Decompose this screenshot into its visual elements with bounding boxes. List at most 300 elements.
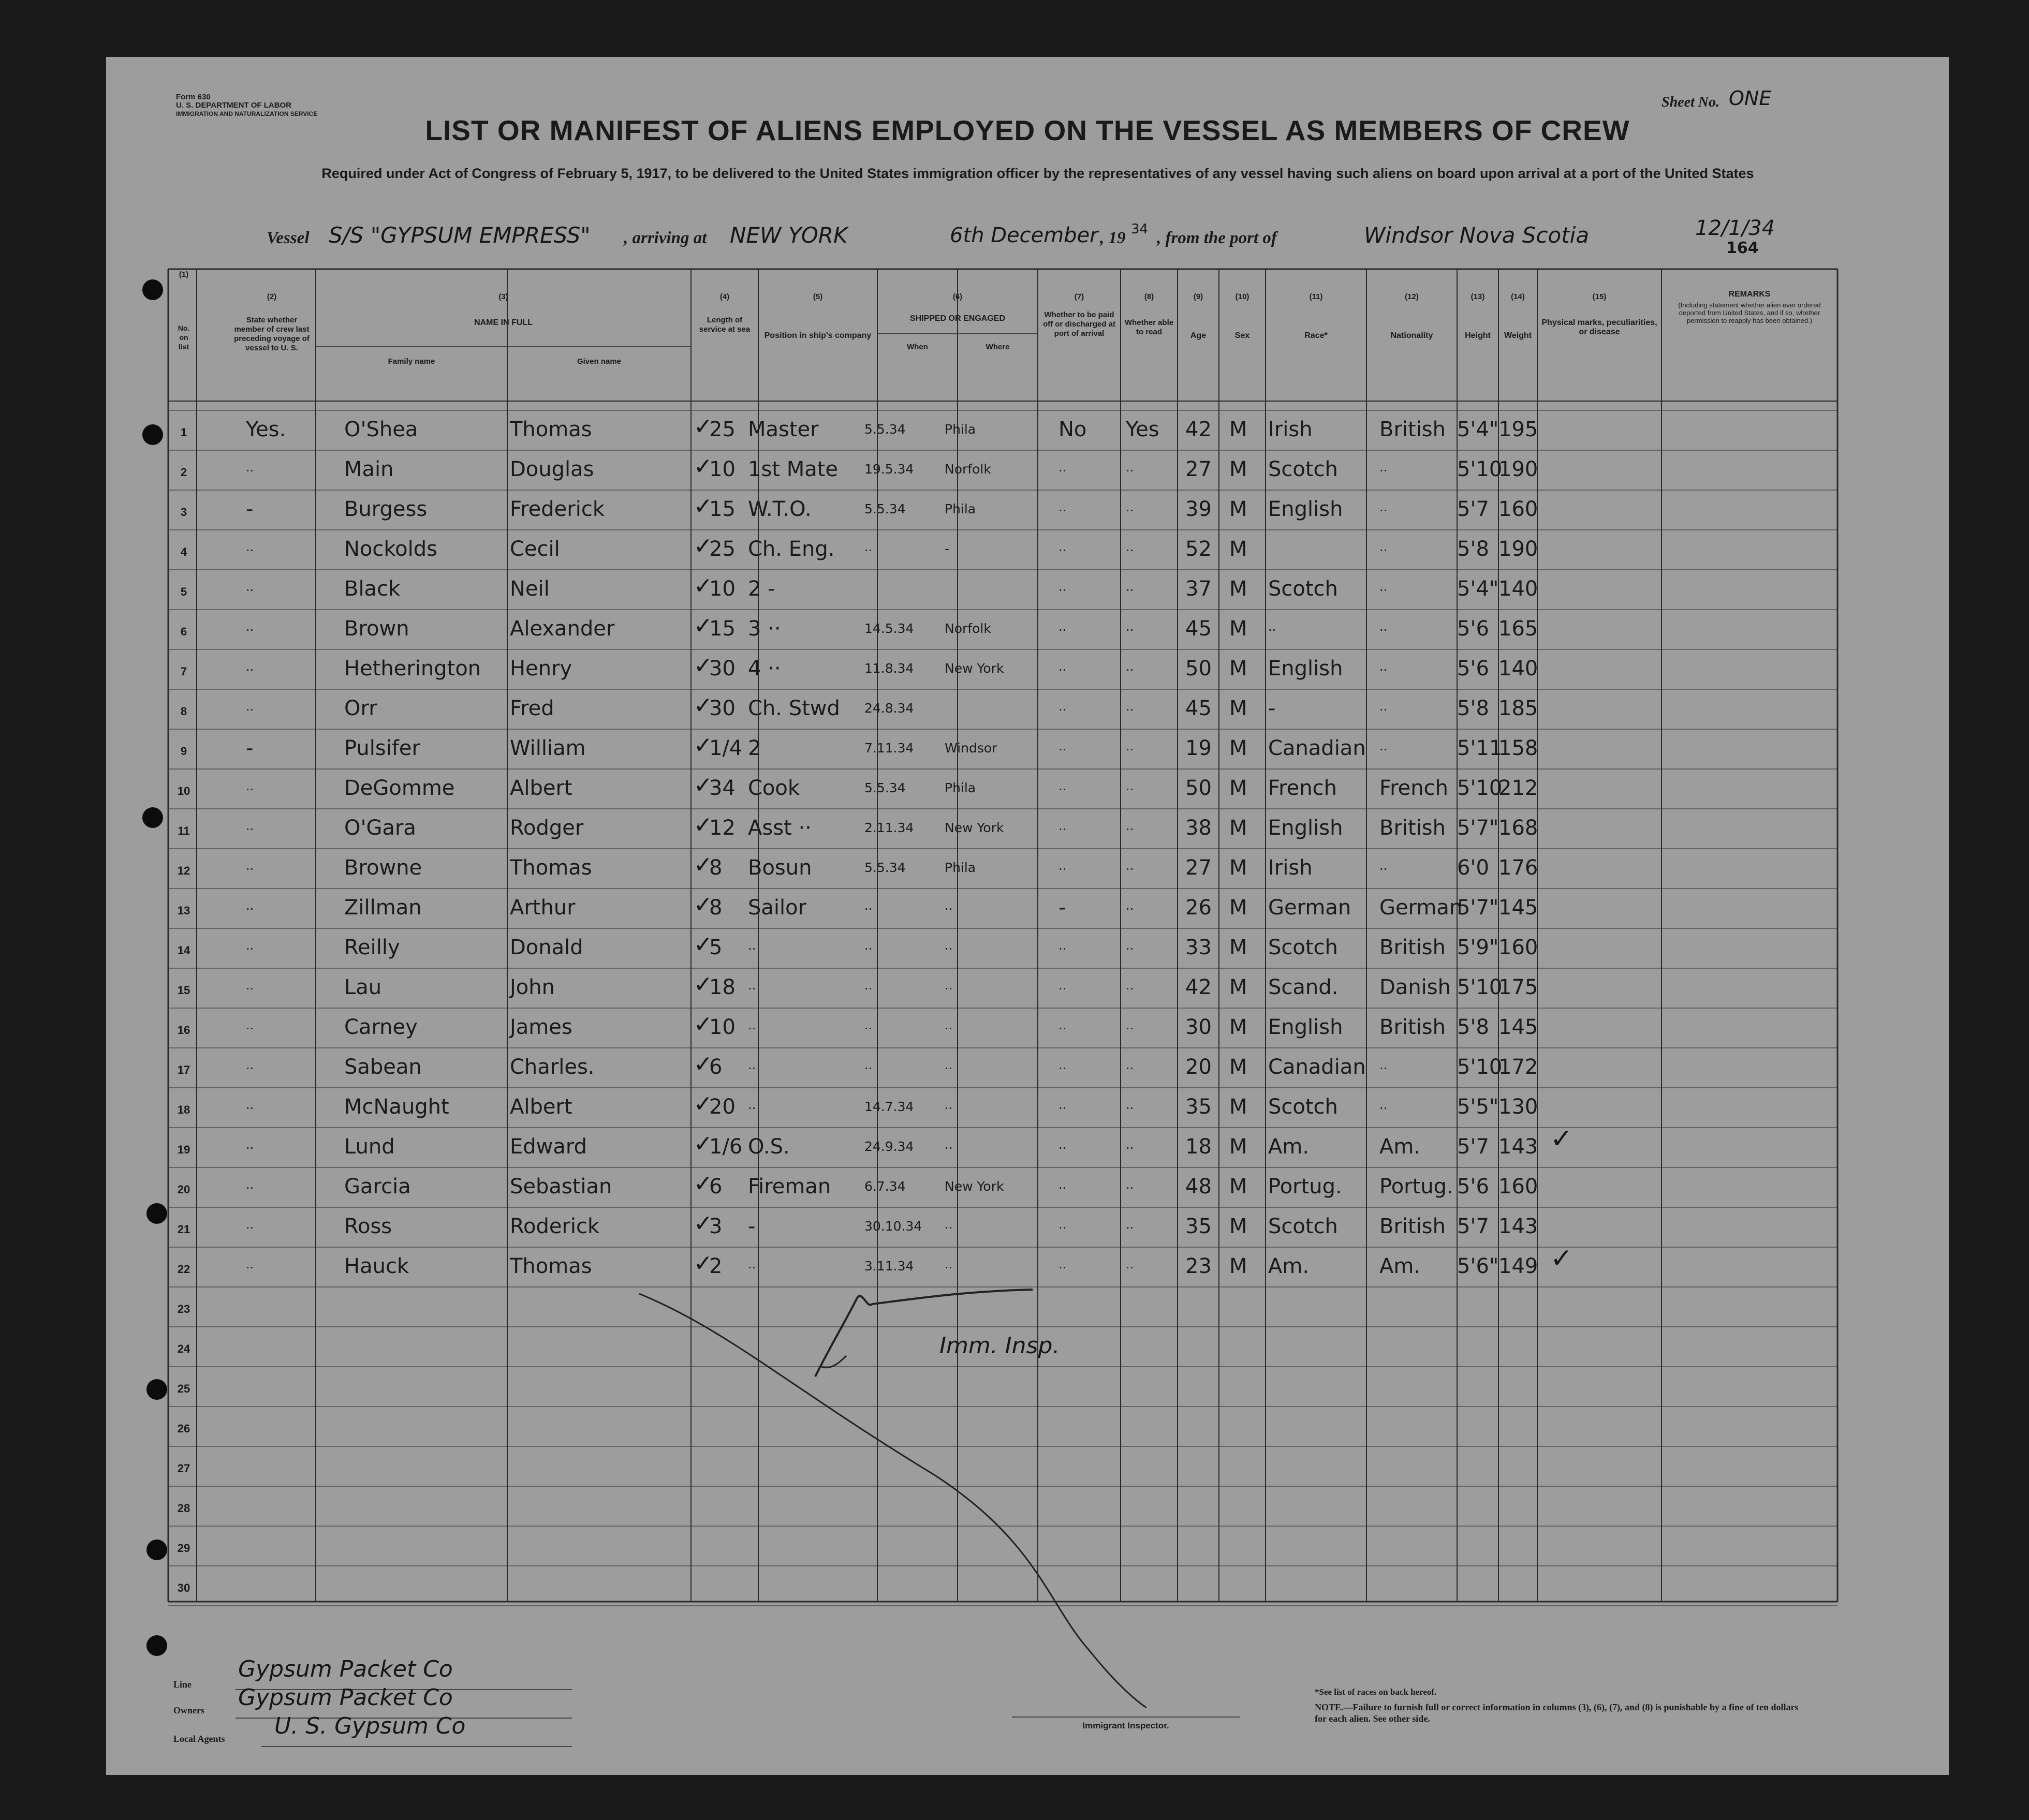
given-name-cell: Neil	[510, 577, 550, 601]
table-row	[106, 533, 1949, 576]
previous-voyage-cell: -	[246, 736, 254, 760]
able-to-read-cell: ··	[1126, 464, 1134, 478]
service-checkmark: ✓	[694, 1091, 713, 1117]
table-row	[106, 493, 1949, 536]
where-cell: -	[945, 541, 950, 556]
able-to-read-cell: ··	[1126, 1061, 1134, 1076]
age-cell: 26	[1185, 896, 1212, 920]
paid-off-cell: ··	[1058, 862, 1067, 877]
family-name-cell: Zillman	[344, 896, 422, 920]
height-cell: 5'10	[1457, 975, 1503, 999]
previous-voyage-cell: -	[246, 497, 254, 521]
height-header: Height	[1465, 331, 1491, 340]
service-checkmark: ✓	[694, 1210, 713, 1237]
position-cell: ··	[748, 982, 756, 996]
previous-voyage-cell: ··	[246, 1022, 254, 1036]
family-name-cell: Main	[344, 457, 394, 481]
position-cell: ··	[748, 942, 756, 956]
col4-number: (4)	[719, 292, 730, 301]
table-row	[106, 1011, 1949, 1054]
when-cell: ··	[864, 1061, 873, 1076]
weight-cell: 143	[1498, 1215, 1538, 1238]
sex-header: Sex	[1234, 331, 1250, 340]
service-checkmark: ✓	[694, 772, 713, 798]
row-number: 19	[177, 1143, 190, 1156]
remarks-header: REMARKS	[1728, 290, 1771, 299]
sex-cell: M	[1229, 896, 1247, 920]
col14-number: (14)	[1511, 292, 1525, 301]
service-checkmark: ✓	[694, 493, 713, 520]
age-cell: 45	[1185, 617, 1212, 641]
position-cell: ··	[748, 1101, 756, 1116]
family-name-cell: Ross	[344, 1215, 392, 1238]
row-number: 12	[177, 864, 190, 877]
col7-number: (7)	[1074, 292, 1084, 301]
row-number: 10	[177, 785, 190, 797]
weight-cell: 149	[1498, 1254, 1538, 1278]
race-cell: Scand.	[1268, 975, 1339, 999]
where-cell: ··	[945, 942, 953, 956]
nationality-cell: ··	[1379, 504, 1388, 518]
given-name-cell: Edward	[510, 1135, 587, 1159]
service-length-cell: 10	[709, 457, 736, 481]
weight-cell: 160	[1498, 497, 1538, 521]
service-length-cell: 15	[709, 497, 736, 521]
service-length-cell: 18	[709, 975, 736, 999]
sex-cell: M	[1229, 1254, 1247, 1278]
table-row	[106, 1131, 1949, 1174]
sex-cell: M	[1229, 816, 1247, 840]
position-cell: Ch. Stwd	[748, 697, 840, 720]
where-cell: ··	[945, 1022, 953, 1036]
weight-cell: 140	[1498, 657, 1538, 680]
row-number: 20	[177, 1183, 190, 1196]
given-name-cell: Frederick	[510, 497, 605, 521]
paid-off-cell: ··	[1058, 543, 1067, 558]
vessel-label: Vessel	[267, 229, 310, 247]
agents-value: U. S. Gypsum Co	[274, 1713, 466, 1739]
race-cell: Am.	[1268, 1254, 1310, 1278]
age-cell: 19	[1185, 736, 1212, 760]
service-checkmark: ✓	[694, 413, 713, 440]
able-to-read-cell: ··	[1126, 743, 1134, 757]
given-name-cell: Thomas	[510, 856, 592, 880]
service-length-cell: 30	[709, 657, 736, 680]
sex-cell: M	[1229, 577, 1247, 601]
height-cell: 6'0	[1457, 856, 1489, 880]
row-number: 14	[177, 944, 190, 957]
paid-off-cell: ··	[1058, 504, 1067, 518]
sex-cell: M	[1229, 497, 1247, 521]
weight-cell: 143	[1498, 1135, 1538, 1159]
row-number: 13	[177, 904, 190, 917]
age-cell: 45	[1185, 697, 1212, 720]
given-name-cell: James	[510, 1015, 572, 1039]
where-cell: Windsor	[945, 741, 997, 756]
service-length-cell: 15	[709, 617, 736, 641]
age-cell: 33	[1185, 936, 1212, 959]
family-name-cell: DeGomme	[344, 776, 455, 800]
position-cell: O.S.	[748, 1135, 790, 1159]
inspector-signature	[624, 1242, 1348, 1718]
col11-number: (11)	[1309, 292, 1323, 301]
immigrant-inspector-label: Immigrant Inspector.	[1082, 1721, 1169, 1730]
family-name-cell: Brown	[344, 617, 409, 641]
row-number: 29	[177, 1542, 190, 1555]
service-length-cell: 3	[709, 1215, 723, 1238]
when-cell: 24.8.34	[864, 701, 914, 716]
nationality-cell: ··	[1379, 543, 1388, 558]
previous-voyage-cell: ··	[246, 822, 254, 837]
where-cell: ··	[945, 1061, 953, 1076]
nationality-cell: ··	[1379, 663, 1388, 677]
race-cell: Scotch	[1268, 1095, 1338, 1119]
physical-marks-header: Physical marks, peculiarities, or disease	[1541, 318, 1657, 336]
given-name-cell: Thomas	[510, 418, 592, 441]
where-cell: Norfolk	[945, 621, 991, 636]
line-label: Line	[173, 1679, 192, 1690]
sex-cell: M	[1229, 1055, 1247, 1079]
row-number: 3	[180, 506, 187, 519]
nationality-cell: ··	[1379, 623, 1388, 638]
height-cell: 5'4"	[1457, 418, 1499, 441]
family-name-cell: McNaught	[344, 1095, 449, 1119]
service-length-cell: 25	[709, 537, 736, 561]
row-number: 17	[177, 1063, 190, 1076]
age-cell: 35	[1185, 1215, 1212, 1238]
weight-cell: 158	[1498, 736, 1538, 760]
where-cell: Phila	[945, 860, 976, 875]
family-name-cell: Hauck	[344, 1254, 409, 1278]
nationality-cell: Am.	[1379, 1254, 1421, 1278]
race-cell: Scotch	[1268, 1215, 1338, 1238]
position-cell: Bosun	[748, 856, 812, 880]
height-cell: 5'8	[1457, 697, 1489, 720]
service-length-cell: 20	[709, 1095, 736, 1119]
previous-voyage-cell: ··	[246, 1261, 254, 1275]
row-number: 1	[180, 426, 187, 439]
able-to-read-cell: ··	[1126, 504, 1134, 518]
arrival-year: 34	[1131, 221, 1149, 237]
table-row	[106, 772, 1949, 815]
height-cell: 5'9"	[1457, 936, 1499, 959]
given-name-cell: Donald	[510, 936, 583, 959]
position-cell: Fireman	[748, 1175, 831, 1198]
race-cell: Canadian	[1268, 1055, 1366, 1079]
given-name-cell: William	[510, 736, 586, 760]
position-cell: Asst ··	[748, 816, 812, 840]
height-cell: 5'7	[1457, 1135, 1489, 1159]
year-label: , 19	[1100, 229, 1126, 247]
nationality-cell: ··	[1379, 703, 1388, 717]
service-length-cell: 34	[709, 776, 736, 800]
given-name-cell: Thomas	[510, 1254, 592, 1278]
owners-label: Owners	[173, 1705, 204, 1715]
height-cell: 5'10	[1457, 776, 1503, 800]
position-cell: ··	[748, 1061, 756, 1076]
paid-off-cell: ··	[1058, 583, 1067, 598]
col12-number: (12)	[1405, 292, 1419, 301]
where-cell: ··	[945, 1101, 953, 1116]
where-cell: Phila	[945, 422, 976, 437]
departure-port: Windsor Nova Scotia	[1364, 223, 1590, 248]
position-cell: 4 ··	[748, 657, 781, 680]
inspector-note: Imm. Insp.	[939, 1333, 1060, 1359]
service-checkmark: ✓	[694, 453, 713, 480]
col3-number: (3)	[498, 292, 508, 301]
service-length-cell: 1/6	[709, 1135, 743, 1159]
position-header: Position in ship's company	[764, 331, 872, 340]
row-number: 9	[180, 745, 187, 758]
position-cell: 1st Mate	[748, 457, 839, 481]
sex-cell: M	[1229, 1015, 1247, 1039]
able-to-read-cell: ··	[1126, 1101, 1134, 1116]
arriving-label: , arriving at	[624, 229, 707, 247]
race-cell: English	[1268, 657, 1343, 680]
row-number: 30	[177, 1581, 190, 1594]
sex-cell: M	[1229, 418, 1247, 441]
service-length-cell: 12	[709, 816, 736, 840]
height-cell: 5'6	[1457, 617, 1489, 641]
family-name-cell: Pulsifer	[344, 736, 420, 760]
service-checkmark: ✓	[694, 1250, 713, 1277]
line-value: Gypsum Packet Co	[238, 1656, 453, 1682]
age-cell: 30	[1185, 1015, 1212, 1039]
row-number: 11	[178, 824, 190, 837]
col10-number: (10)	[1235, 292, 1249, 301]
age-cell: 52	[1185, 537, 1212, 561]
family-name-cell: Orr	[344, 697, 377, 720]
sex-cell: M	[1229, 1135, 1247, 1159]
weight-cell: 165	[1498, 617, 1538, 641]
paid-off-cell: ··	[1058, 942, 1067, 956]
col15-number: (15)	[1592, 292, 1607, 301]
sex-cell: M	[1229, 1215, 1247, 1238]
where-cell: ··	[945, 1141, 953, 1156]
paid-off-cell: ··	[1058, 1061, 1067, 1076]
able-to-read-cell: Yes	[1126, 418, 1159, 441]
weight-header: Weight	[1504, 331, 1532, 340]
paid-off-cell: ··	[1058, 822, 1067, 837]
race-cell: German	[1268, 896, 1351, 920]
when-cell: 5.5.34	[864, 422, 906, 437]
able-to-read-cell: ··	[1126, 1141, 1134, 1156]
able-to-read-cell: ··	[1126, 703, 1134, 717]
height-cell: 5'7"	[1457, 816, 1499, 840]
family-name-cell: O'Shea	[344, 418, 418, 441]
table-row	[106, 812, 1949, 855]
paid-off-cell: ··	[1058, 1261, 1067, 1275]
able-to-read-cell: ··	[1126, 663, 1134, 677]
previous-voyage-cell: ··	[246, 782, 254, 797]
family-name-cell: Burgess	[344, 497, 428, 521]
row-number: 26	[177, 1422, 190, 1435]
service-checkmark: ✓	[694, 852, 713, 878]
nationality-cell: British	[1379, 1015, 1446, 1039]
position-cell: ··	[748, 1022, 756, 1036]
remark-checkmark: ✓	[1550, 1243, 1573, 1274]
form-number: Form 630	[176, 93, 211, 101]
where-cell: Norfolk	[945, 462, 991, 477]
height-cell: 5'8	[1457, 1015, 1489, 1039]
row-number: 24	[177, 1342, 190, 1355]
table-row	[106, 1171, 1949, 1214]
col8-number: (8)	[1144, 292, 1154, 301]
table-row	[106, 413, 1949, 456]
previous-voyage-cell: ··	[246, 982, 254, 996]
able-to-read-cell: ··	[1126, 1221, 1134, 1235]
weight-cell: 190	[1498, 457, 1538, 481]
table-row	[106, 692, 1949, 735]
height-cell: 5'8	[1457, 537, 1489, 561]
position-cell: W.T.O.	[748, 497, 812, 521]
where-cell: ··	[945, 982, 953, 996]
weight-cell: 160	[1498, 936, 1538, 959]
race-header: Race*	[1304, 331, 1328, 340]
table-row	[106, 892, 1949, 935]
col5-number: (5)	[813, 292, 823, 301]
nationality-cell: Am.	[1379, 1135, 1421, 1159]
when-cell: ··	[864, 902, 873, 916]
service-length-cell: 6	[709, 1055, 723, 1079]
name-in-full-header: NAME IN FULL	[474, 318, 533, 327]
able-to-read-cell: ··	[1126, 902, 1134, 916]
age-cell: 42	[1185, 418, 1212, 441]
no-on-list-header: No. on list	[178, 324, 190, 351]
previous-voyage-cell: ··	[246, 902, 254, 916]
department-name: U. S. DEPARTMENT OF LABOR	[176, 101, 292, 110]
paid-off-cell: ··	[1058, 1181, 1067, 1195]
previous-voyage-cell: ··	[246, 862, 254, 877]
race-cell: Portug.	[1268, 1175, 1342, 1198]
previous-voyage-cell: Yes.	[246, 418, 286, 441]
service-length-cell: 8	[709, 856, 723, 880]
where-cell: New York	[945, 820, 1004, 835]
height-cell: 5'6	[1457, 657, 1489, 680]
table-row	[106, 1091, 1949, 1134]
sex-cell: M	[1229, 936, 1247, 959]
arrival-port: NEW YORK	[730, 223, 848, 248]
family-name-header: Family name	[388, 357, 435, 366]
service-checkmark: ✓	[694, 732, 713, 759]
given-name-cell: Albert	[510, 1095, 572, 1119]
when-cell: ··	[864, 942, 873, 956]
when-cell: 30.10.34	[864, 1219, 922, 1234]
where-cell: Phila	[945, 501, 976, 516]
age-cell: 27	[1185, 856, 1212, 880]
nationality-cell: Danish	[1379, 975, 1451, 999]
from-port-label: , from the port of	[1157, 229, 1277, 247]
row-number: 23	[177, 1303, 190, 1315]
weight-cell: 190	[1498, 537, 1538, 561]
row-number: 28	[177, 1502, 190, 1515]
remarks-note: (Including statement whether alien ever ordered deported from United States, and if so, whether permission to reapply has been obtained.)	[1678, 301, 1821, 324]
row-number: 18	[177, 1103, 190, 1116]
table-row	[106, 852, 1949, 895]
table-row	[106, 573, 1949, 616]
previous-voyage-cell: ··	[246, 703, 254, 717]
sex-cell: M	[1229, 1095, 1247, 1119]
previous-voyage-cell: ··	[246, 1141, 254, 1156]
where-cell: New York	[945, 661, 1004, 676]
able-to-read-header: Whether able to read	[1124, 318, 1174, 336]
arrival-date: 6th December	[950, 224, 1098, 247]
previous-voyage-cell: ··	[246, 663, 254, 677]
when-cell: 7.11.34	[864, 741, 914, 756]
nationality-cell: French	[1379, 776, 1448, 800]
date-stamp: 12/1/34	[1695, 216, 1775, 240]
when-cell: 2.11.34	[864, 820, 914, 835]
race-cell: English	[1268, 1015, 1343, 1039]
col6-number: (6)	[952, 292, 963, 301]
weight-cell: 160	[1498, 1175, 1538, 1198]
when-header: When	[907, 343, 928, 351]
when-cell: 5.5.34	[864, 780, 906, 795]
col1-number: (1)	[179, 270, 189, 279]
race-cell: French	[1268, 776, 1337, 800]
family-name-cell: Carney	[344, 1015, 418, 1039]
race-cell: Am.	[1268, 1135, 1310, 1159]
when-cell: ··	[864, 543, 873, 558]
able-to-read-cell: ··	[1126, 1181, 1134, 1195]
where-cell: ··	[945, 1221, 953, 1235]
paid-off-cell: ··	[1058, 1141, 1067, 1156]
age-cell: 20	[1185, 1055, 1212, 1079]
sex-cell: M	[1229, 697, 1247, 720]
sex-cell: M	[1229, 856, 1247, 880]
where-header: Where	[986, 343, 1010, 351]
sex-cell: M	[1229, 975, 1247, 999]
height-cell: 5'11	[1457, 736, 1503, 760]
service-checkmark: ✓	[694, 692, 713, 719]
service-length-cell: 1/4	[709, 736, 743, 760]
row-number: 2	[180, 466, 187, 479]
table-row	[106, 732, 1949, 775]
weight-cell: 195	[1498, 418, 1538, 441]
previous-voyage-cell: ··	[246, 942, 254, 956]
able-to-read-cell: ··	[1126, 1261, 1134, 1275]
when-cell: 14.5.34	[864, 621, 914, 636]
height-cell: 5'7	[1457, 497, 1489, 521]
given-name-cell: Cecil	[510, 537, 560, 561]
weight-cell: 145	[1498, 896, 1538, 920]
race-cell: Irish	[1268, 856, 1313, 880]
paid-off-cell: ··	[1058, 1101, 1067, 1116]
able-to-read-cell: ··	[1126, 982, 1134, 996]
service-checkmark: ✓	[694, 931, 713, 958]
table-row	[106, 971, 1949, 1014]
weight-cell: 140	[1498, 577, 1538, 601]
sex-cell: M	[1229, 537, 1247, 561]
given-name-cell: Charles.	[510, 1055, 595, 1079]
where-cell: New York	[945, 1179, 1004, 1194]
row-number: 7	[180, 665, 187, 678]
race-cell: Scotch	[1268, 577, 1338, 601]
previous-voyage-header: State whether member of crew last preceding voyage of vessel to U. S.	[234, 316, 310, 352]
given-name-cell: Albert	[510, 776, 572, 800]
row-number: 6	[180, 625, 187, 638]
age-cell: 38	[1185, 816, 1212, 840]
service-name: IMMIGRATION AND NATURALIZATION SERVICE	[176, 110, 318, 117]
height-cell: 5'7"	[1457, 896, 1499, 920]
vessel-name: S/S "GYPSUM EMPRESS"	[329, 223, 591, 248]
family-name-cell: Nockolds	[344, 537, 437, 561]
age-cell: 42	[1185, 975, 1212, 999]
service-checkmark: ✓	[694, 1051, 713, 1077]
position-cell: -	[748, 1215, 756, 1238]
service-length-cell: 25	[709, 418, 736, 441]
paid-off-cell: ··	[1058, 1221, 1067, 1235]
